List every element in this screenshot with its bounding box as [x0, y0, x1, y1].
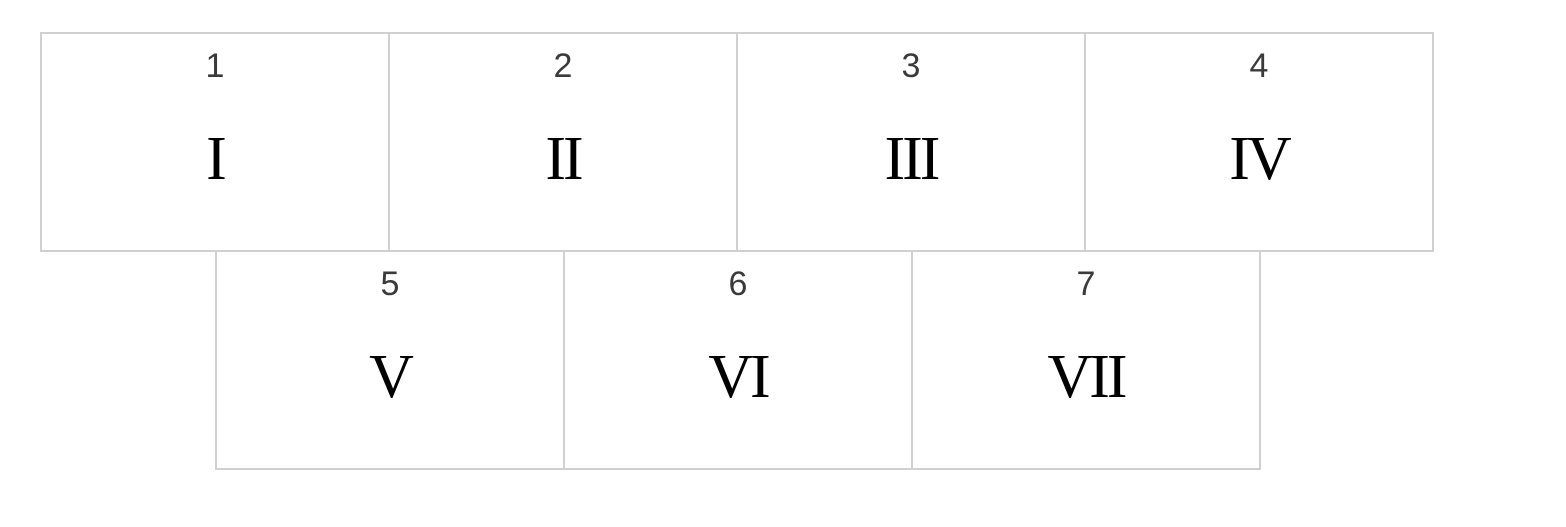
tile-1 [40, 32, 390, 252]
tile-roman-numeral: I [206, 125, 224, 193]
tile-2 [388, 32, 738, 252]
tile-roman-numeral: VI [708, 343, 768, 411]
tile-roman-numeral: IV [1229, 125, 1289, 193]
tile-7 [911, 250, 1261, 470]
tile-roman-numeral: III [884, 125, 938, 193]
tile-roman-numeral: VII [1047, 343, 1125, 411]
tile-row-top [40, 32, 1434, 252]
tile-number: 4 [1249, 47, 1269, 85]
tile-3 [736, 32, 1086, 252]
tile-4 [1084, 32, 1434, 252]
tile-5 [215, 250, 565, 470]
tile-number: 7 [1076, 265, 1096, 303]
tile-roman-numeral: V [369, 343, 411, 411]
tile-number: 6 [728, 265, 748, 303]
tile-number: 1 [205, 47, 225, 85]
tile-number: 2 [553, 47, 573, 85]
tile-number: 3 [901, 47, 921, 85]
tile-6 [563, 250, 913, 470]
tile-roman-numeral: II [545, 125, 581, 193]
tile-row-bottom [215, 252, 1261, 470]
tile-number: 5 [380, 265, 400, 303]
